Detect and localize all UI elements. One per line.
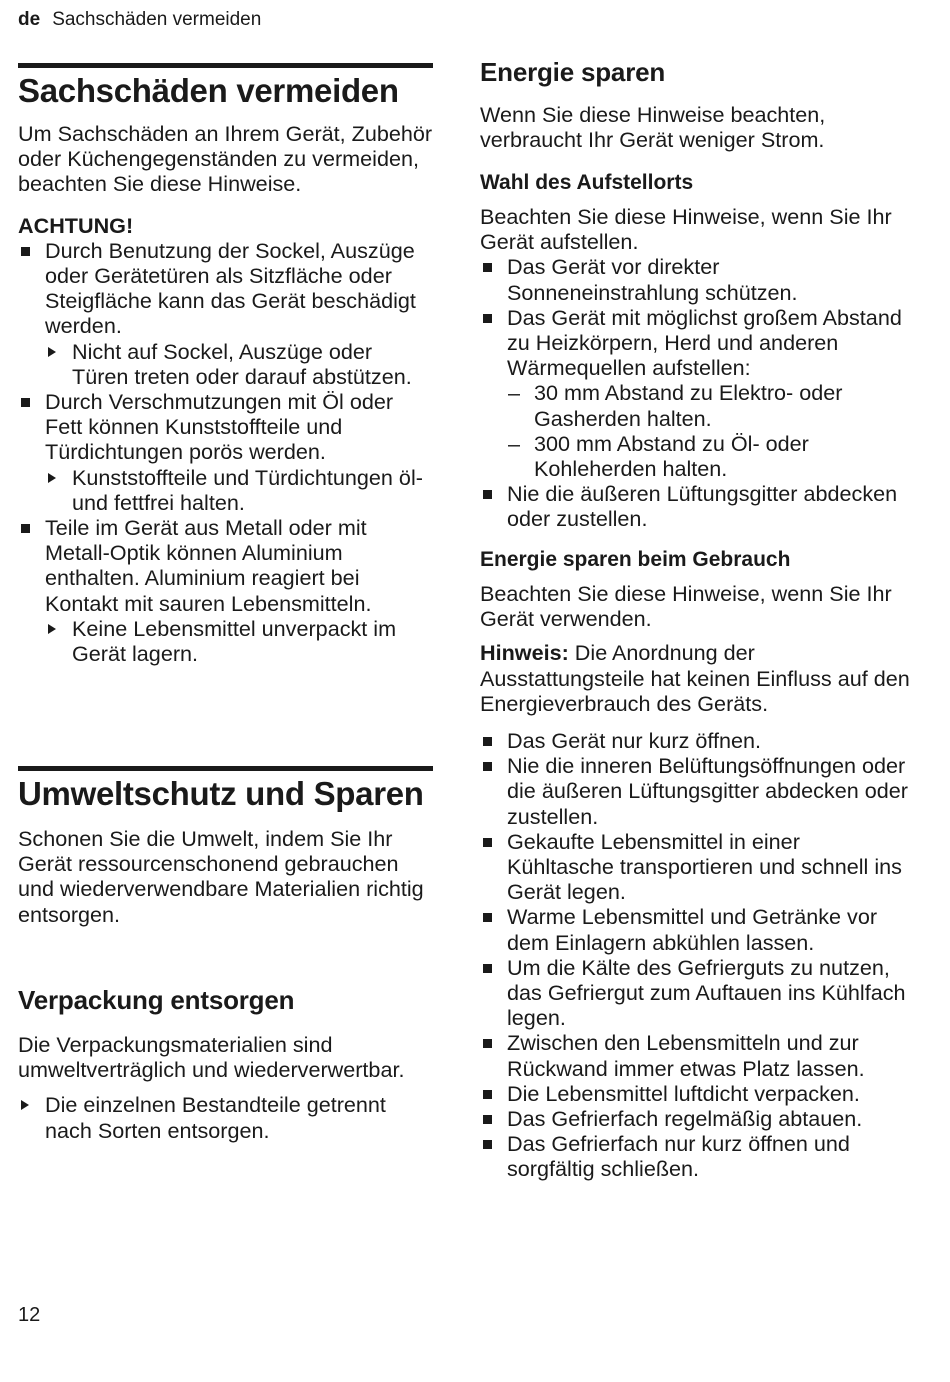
list-item: Warme Lebensmittel und Getränke vor dem Einlagern abkühlen lassen. — [480, 904, 910, 954]
section-title: Umweltschutz und Sparen — [18, 766, 433, 812]
usage-list — [480, 728, 910, 1182]
list-item-text: Das Gerät mit möglichst großem Abstand zu Heizkörpern, Herd und anderen Wärmequellen aufstellen: — [507, 304, 902, 381]
page-number: 12 — [18, 1304, 41, 1326]
section-intro: Die Verpackungsmaterialien sind umweltverträglich und wiederverwertbar. — [18, 1032, 405, 1083]
list-item: Zwischen den Lebensmitteln und zur Rückwand immer etwas Platz lassen. — [480, 1030, 910, 1080]
list-item — [18, 238, 433, 389]
section-intro: Beachten Sie diese Hinweise, wenn Sie Ihr Gerät aufstellen. — [480, 204, 892, 255]
action-item: Nicht auf Sockel, Auszüge oder Türen treten oder darauf abstützen. — [45, 339, 433, 389]
running-header-title: Sachschäden vermeiden — [52, 9, 262, 30]
section-verpackung — [18, 985, 433, 1143]
list-item — [18, 389, 433, 515]
section-aufstellort — [480, 170, 910, 532]
section-title: Wahl des Aufstellorts — [480, 171, 694, 194]
section-energie-gebrauch — [480, 547, 910, 1182]
list-item: Das Gerät nur kurz öffnen. — [480, 728, 910, 753]
section-energie-sparen — [480, 57, 910, 152]
action-item: Keine Lebensmittel unverpackt im Gerät lagern. — [45, 616, 433, 666]
section-umweltschutz — [18, 766, 433, 927]
list-item: Das Gefrierfach regelmäßig abtauen. — [480, 1106, 910, 1131]
running-header — [18, 9, 261, 31]
section-title: Energie sparen beim Gebrauch — [480, 548, 791, 571]
language-code: de — [18, 9, 41, 30]
list-item: Um die Kälte des Gefrierguts zu nutzen, das Gefriergut zum Auftauen ins Kühlfach legen. — [480, 955, 910, 1031]
section-title: Energie sparen — [480, 57, 666, 87]
distance-list — [507, 380, 910, 481]
section-intro: Schonen Sie die Umwelt, indem Sie Ihr Gerät ressourcenschonend gebrauchen und wiederverwendbare Materialien richtig entsorgen. — [18, 826, 424, 927]
section-intro: Um Sachschäden an Ihrem Gerät, Zubehör oder Küchengegenständen zu vermeiden, beachten Sie diese Hinweise. — [18, 121, 433, 197]
action-item: Die einzelnen Bestandteile getrennt nach Sorten entsorgen. — [18, 1092, 433, 1142]
action-list — [45, 616, 433, 666]
list-item-text: Durch Verschmutzungen mit Öl oder Fett können Kunststoffteile und Türdichtungen porös werden. — [45, 389, 394, 465]
warning-list — [18, 238, 433, 666]
section-intro: Beachten Sie diese Hinweise, wenn Sie Ihr Gerät verwenden. — [480, 581, 892, 632]
section-intro: Wenn Sie diese Hinweise beachten, verbraucht Ihr Gerät weniger Strom. — [480, 102, 826, 153]
list-item: Die Lebensmittel luftdicht verpacken. — [480, 1081, 910, 1106]
note-label: Hinweis: — [480, 640, 569, 666]
note — [480, 640, 910, 716]
distance-item: – 30 mm Abstand zu Elektro- oder Gasherden halten. — [507, 380, 910, 430]
list-item: Nie die äußeren Lüftungsgitter abdecken oder zustellen. — [480, 481, 910, 531]
action-list — [18, 1092, 433, 1142]
list-item: Das Gerät vor direkter Sonneneinstrahlung schützen. — [480, 254, 910, 304]
list-item: Nie die inneren Belüftungsöffnungen oder die äußeren Lüftungsgitter abdecken oder zustellen. — [480, 753, 910, 829]
distance-item: – 300 mm Abstand zu Öl- oder Kohleherden halten. — [507, 431, 910, 481]
action-list — [45, 339, 433, 389]
section-title: Verpackung entsorgen — [18, 985, 295, 1015]
list-item: Gekaufte Lebensmittel in einer Kühltasche transportieren und schnell ins Gerät legen. — [480, 829, 910, 905]
warning-label: ACHTUNG! — [18, 212, 134, 238]
list-item-text: Teile im Gerät aus Metall oder mit Metall-Optik können Aluminium enthalten. Aluminium reagiert bei Kontakt mit sauren Lebensmitteln. — [45, 515, 372, 616]
section-sachschaeden — [18, 63, 433, 666]
list-item-text: Durch Benutzung der Sockel, Auszüge oder Gerätetüren als Sitzfläche oder Steigfläche kann das Gerät beschädigt werden. — [45, 237, 416, 339]
action-item: Kunststoffteile und Türdichtungen öl- und fettfrei halten. — [45, 465, 433, 515]
action-list — [45, 465, 433, 515]
list-item — [480, 305, 910, 481]
note-text: Die Anordnung der Ausstattungsteile hat keinen Einfluss auf den Energieverbrauch des Geräts. — [480, 640, 910, 716]
list-item: Das Gefrierfach nur kurz öffnen und sorgfältig schließen. — [480, 1131, 910, 1181]
list-item — [18, 515, 433, 666]
section-title: Sachschäden vermeiden — [18, 63, 433, 109]
placement-list — [480, 254, 910, 531]
